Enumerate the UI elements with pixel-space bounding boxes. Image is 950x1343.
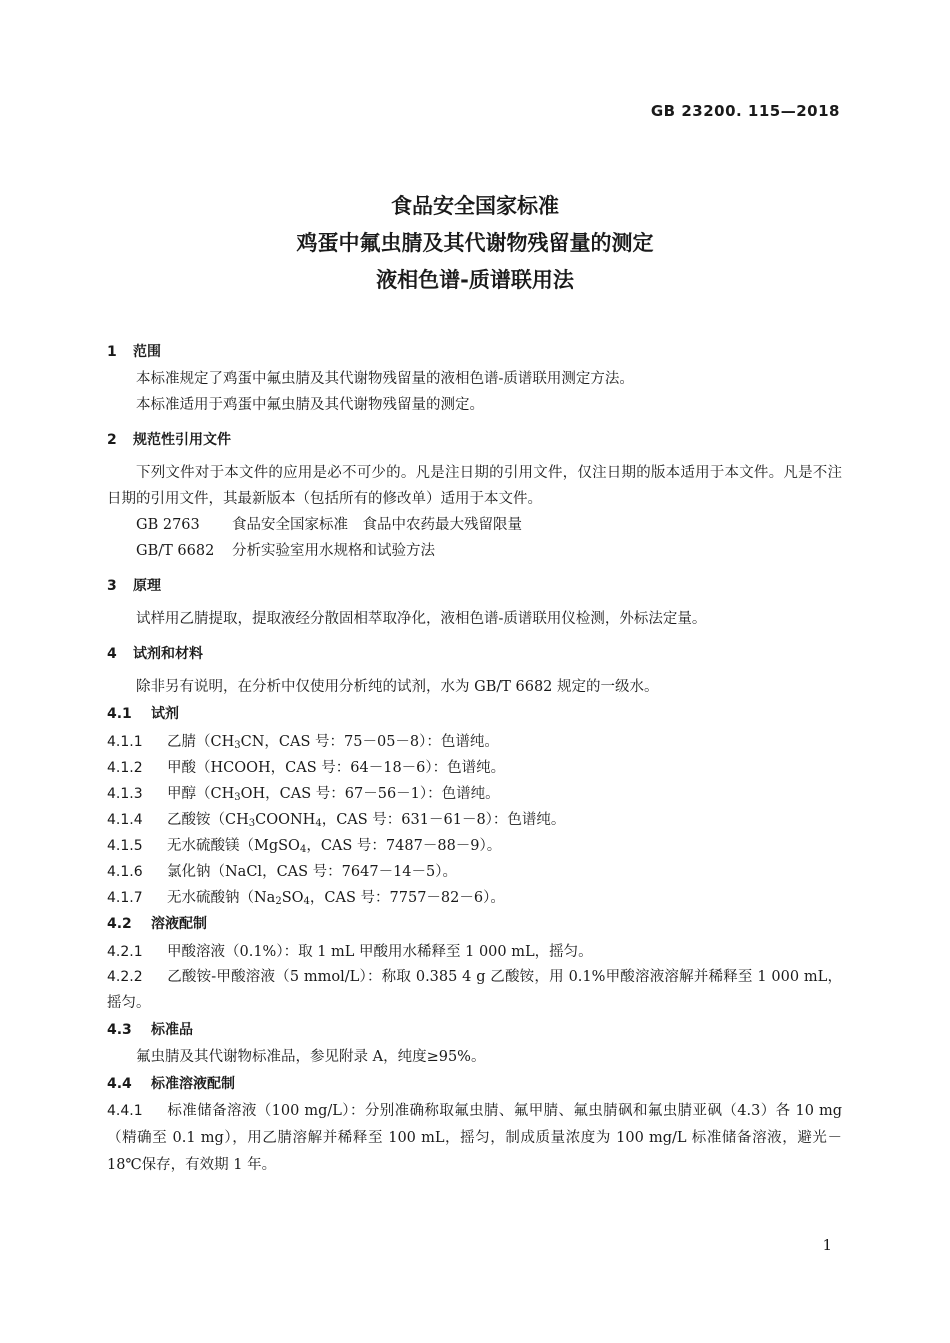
solution-item — [107, 964, 842, 1016]
section-title: 范围 — [133, 344, 161, 360]
item-text: 乙腈（CH — [167, 734, 235, 750]
title-line-2: 鸡蛋中氟虫腈及其代谢物残留量的测定 — [296, 231, 654, 255]
item-text: 标准储备溶液（100 mg/L）：分别准确称取氟虫腈、氟甲腈、氟虫腈砜和氟虫腈亚砜（4.3）各 10 mg（精确至 0.1 mg），用乙腈溶解并稀释至 100 mL，摇匀，制成质量浓度为 100 mg/L 标准储备溶液，避光－18℃保存，有效期 1 年。 — [107, 1103, 842, 1173]
item-number: 4.1.3 — [107, 786, 143, 802]
paragraph: 氟虫腈及其代谢物标准品，参见附录 A，纯度≥95%。 — [136, 1049, 486, 1065]
section-4-heading — [107, 640, 842, 668]
item-number: 4.1.5 — [107, 838, 143, 854]
section-number: 4.2 — [107, 916, 132, 932]
item-number: 4.1.2 — [107, 760, 143, 776]
paragraph: 除非另有说明，在分析中仅使用分析纯的试剂，水为 GB/T 6682 规定的一级水。 — [136, 679, 659, 695]
page-number: 1 — [822, 1236, 832, 1254]
reagent-item — [107, 806, 842, 832]
item-number: 4.1.7 — [107, 890, 143, 906]
item-text: 无水硫酸钠（Na — [167, 890, 276, 906]
document-body — [107, 338, 842, 1179]
subscript: 2 — [275, 896, 282, 907]
standard-solution-item — [107, 1098, 842, 1179]
reagent-item — [107, 884, 842, 910]
item-number: 4.1.6 — [107, 864, 143, 880]
item-text: COONH — [255, 812, 316, 828]
standard-code: GB 23200. 115—2018 — [650, 102, 840, 120]
section-title: 试剂 — [151, 706, 179, 722]
document-title — [0, 188, 950, 299]
section-number: 1 — [107, 344, 117, 360]
item-text: ，CAS 号：631－61－8）：色谱纯。 — [321, 812, 566, 828]
subsection-4-2-heading — [107, 910, 842, 938]
subscript: 3 — [248, 818, 256, 829]
reference-code: GB/T 6682 — [136, 543, 215, 559]
item-number: 4.2.1 — [107, 944, 143, 960]
item-text: CN，CAS 号：75－05－8）：色谱纯。 — [240, 734, 499, 750]
section-number: 4 — [107, 646, 117, 662]
item-text: ，CAS 号：7487－88－9）。 — [306, 838, 502, 854]
item-text: OH，CAS 号：67－56－1）：色谱纯。 — [240, 786, 500, 802]
reagent-item — [107, 858, 842, 884]
section-title: 原理 — [133, 578, 161, 594]
reagent-item — [107, 754, 842, 780]
item-text: 甲醇（CH — [167, 786, 235, 802]
subscript: 3 — [234, 740, 241, 751]
subscript: 4 — [315, 818, 322, 829]
section-title: 标准溶液配制 — [151, 1076, 235, 1092]
reference-item — [107, 512, 842, 538]
item-text: 氯化钠（NaCl，CAS 号：7647－14－5）。 — [167, 864, 457, 880]
reagent-item — [107, 780, 842, 806]
subsection-4-3-heading — [107, 1016, 842, 1044]
item-text: 乙酸铵-甲酸溶液（5 mmol/L）：称取 0.385 4 g 乙酸铵，用 0.1%甲酸溶液溶解并稀释至 1 000 mL，摇匀。 — [107, 969, 842, 1011]
item-text: 甲酸（HCOOH，CAS 号：64－18－6）：色谱纯。 — [167, 760, 506, 776]
reagent-item — [107, 832, 842, 858]
section-2-heading — [107, 426, 842, 454]
item-text: 甲酸溶液（0.1%）：取 1 mL 甲酸用水稀释至 1 000 mL，摇匀。 — [167, 944, 593, 960]
subscript: 4 — [299, 844, 307, 855]
subscript: 3 — [234, 792, 241, 803]
item-number: 4.1.1 — [107, 734, 143, 750]
section-number: 4.1 — [107, 706, 132, 722]
paragraph: 本标准适用于鸡蛋中氟虫腈及其代谢物残留量的测定。 — [136, 397, 484, 413]
section-number: 4.3 — [107, 1022, 132, 1038]
paragraph: 试样用乙腈提取，提取液经分散固相萃取净化，液相色谱-质谱联用仪检测，外标法定量。 — [136, 611, 707, 627]
section-1-heading — [107, 338, 842, 366]
section-title: 溶液配制 — [151, 916, 207, 932]
section-number: 4.4 — [107, 1076, 132, 1092]
item-text: SO — [281, 890, 304, 906]
section-3-heading — [107, 572, 842, 600]
title-line-3: 液相色谱-质谱联用法 — [376, 268, 574, 292]
subsection-4-1-heading — [107, 700, 842, 728]
section-title: 标准品 — [151, 1022, 193, 1038]
paragraph: 本标准规定了鸡蛋中氟虫腈及其代谢物残留量的液相色谱-质谱联用测定方法。 — [136, 371, 634, 387]
title-line-1: 食品安全国家标准 — [391, 194, 559, 218]
subscript: 4 — [303, 896, 310, 907]
item-text: 无水硫酸镁（MgSO — [167, 838, 300, 854]
item-number: 4.4.1 — [107, 1103, 143, 1119]
section-number: 3 — [107, 578, 117, 594]
reference-title: 食品安全国家标准 食品中农药最大残留限量 — [232, 517, 522, 533]
subsection-4-4-heading — [107, 1070, 842, 1098]
reference-code: GB 2763 — [136, 517, 200, 533]
reference-item — [107, 538, 842, 564]
paragraph: 下列文件对于本文件的应用是必不可少的。凡是注日期的引用文件，仅注日期的版本适用于本文件。凡是不注日期的引用文件，其最新版本（包括所有的修改单）适用于本文件。 — [107, 465, 842, 507]
item-number: 4.1.4 — [107, 812, 143, 828]
section-number: 2 — [107, 432, 117, 448]
section-title: 试剂和材料 — [133, 646, 203, 662]
section-title: 规范性引用文件 — [133, 432, 231, 448]
reference-title: 分析实验室用水规格和试验方法 — [232, 543, 435, 559]
reagent-item — [107, 728, 842, 754]
item-number: 4.2.2 — [107, 969, 143, 985]
item-text: 乙酸铵（CH — [167, 812, 249, 828]
item-text: ，CAS 号：7757－82－6）。 — [309, 890, 505, 906]
solution-item — [107, 938, 842, 964]
